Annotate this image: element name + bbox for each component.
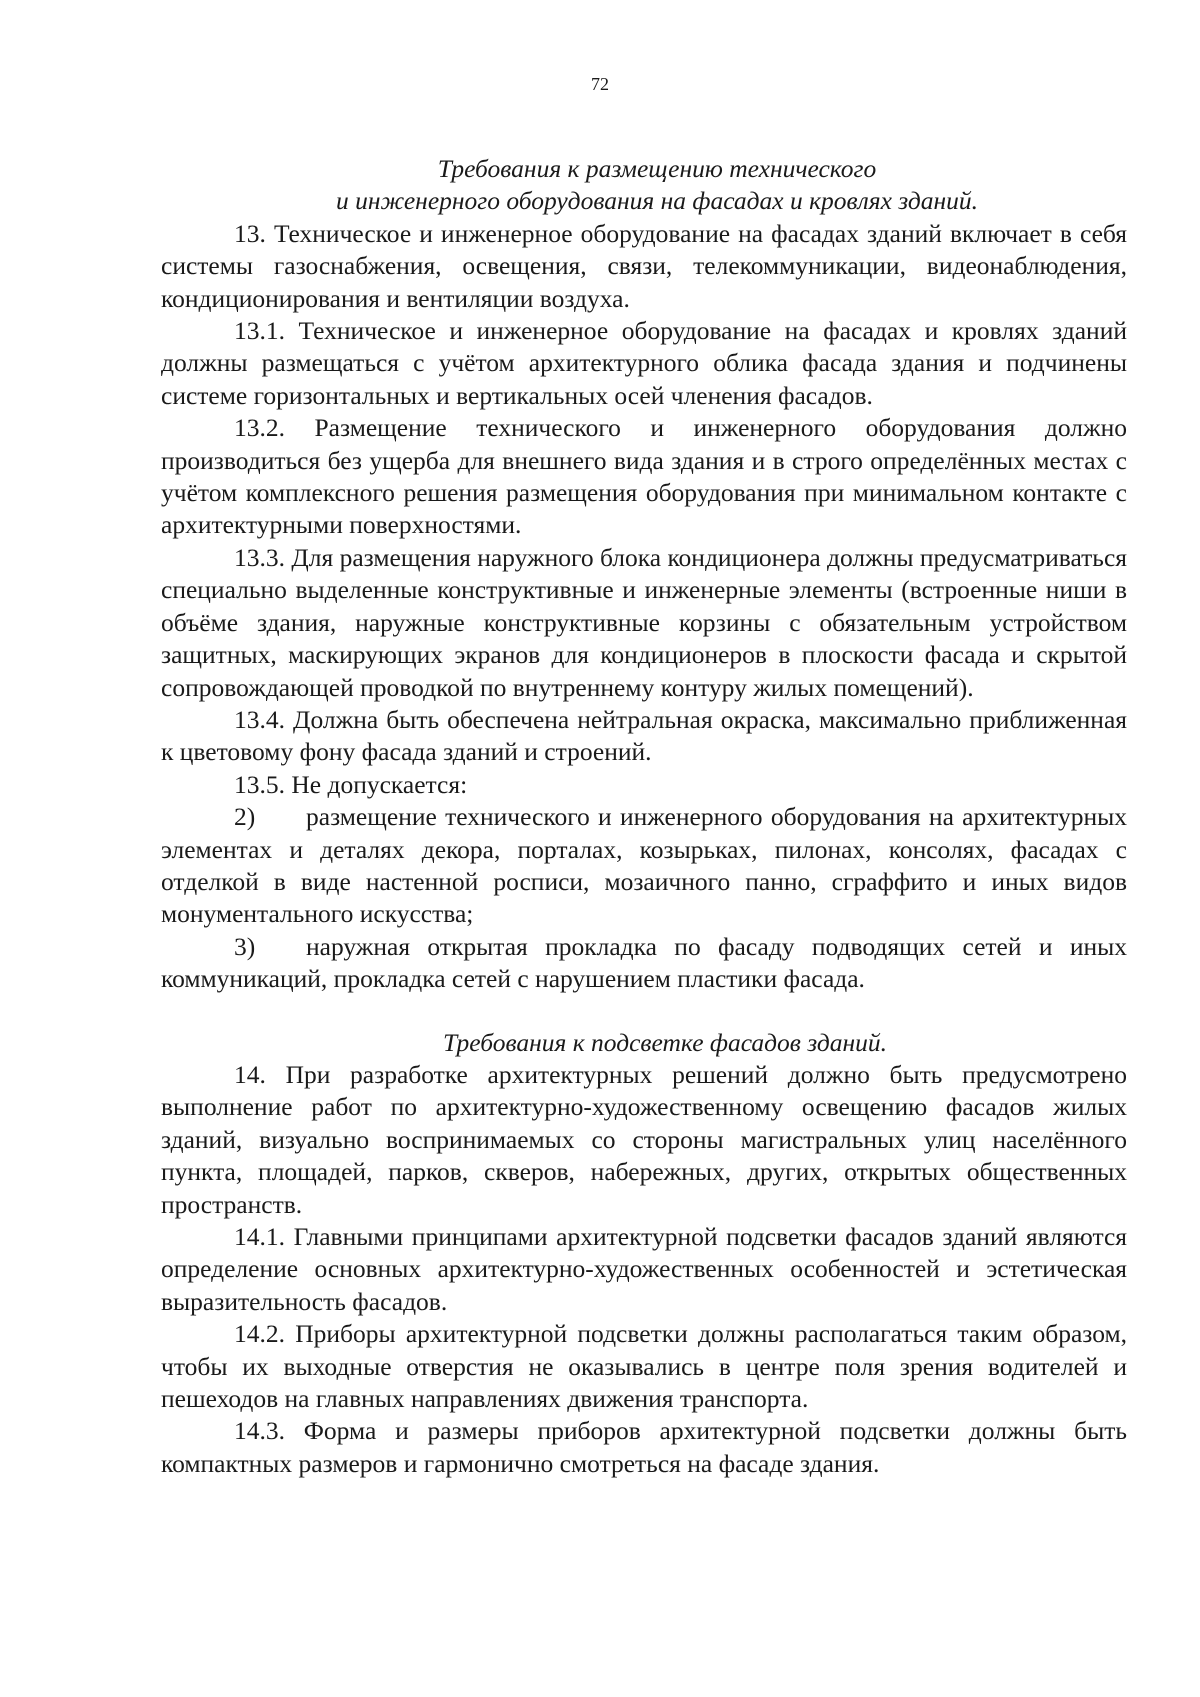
list-item-text: размещение технического и инженерного оборудования на архитектурных элементах и деталях декора, порталах, козырьках, пилонах, консолях, фасадах с отделкой в виде настенной росписи, мозаичного панно, сграффито и иных видов монументального искусства; (161, 802, 1127, 929)
paragraph-13-2: 13.2. Размещение технического и инженерного оборудования должно производиться без ущерба для внешнего вида здания и в строго определённых местах с учётом комплексного решения размещения оборудования при минимальном контакте с архитектурными поверхностями. (161, 413, 1127, 540)
list-item-number: 3) (234, 931, 256, 961)
paragraph-14-1: 14.1. Главными принципами архитектурной подсветки фасадов зданий являются определение основных архитектурно-художественных особенностей и эстетическая выразительность фасадов. (161, 1222, 1127, 1316)
section-heading-lighting: Требования к подсветке фасадов зданий. (442, 1027, 888, 1057)
section-heading-equipment (161, 153, 1127, 218)
document-body (161, 153, 1127, 1480)
paragraph-13-1: 13.1. Техническое и инженерное оборудование на фасадах и кровлях зданий должны размещаться с учётом архитектурного облика фасада здания и подчинены системе горизонтальных и вертикальных осей членения фасадов. (161, 316, 1127, 410)
section-heading-line: и инженерного оборудования на фасадах и кровлях зданий. (335, 186, 979, 216)
list-item-3 (161, 931, 1127, 996)
page-number: 72 (591, 74, 609, 94)
list-item-number: 2) (234, 802, 256, 832)
paragraph-14: 14. При разработке архитектурных решений должно быть предусмотрено выполнение работ по архитектурно-художественному освещению фасадов жилых зданий, визуально воспринимаемых со стороны магистральных улиц населённого пункта, площадей, парков, скверов, набережных, других, открытых общественных пространств. (161, 1059, 1127, 1219)
paragraph-13-3: 13.3. Для размещения наружного блока кондиционера должны предусматриваться специально выделенные конструктивные и инженерные элементы (встроенные ниши в объёме здания, наружные конструктивные корзины с обязательным устройством защитных, маскирующих экранов для кондиционеров в плоскости фасада и скрытой сопровождающей проводкой по внутреннему контуру жилых помещений). (161, 542, 1127, 702)
list-item-2 (161, 801, 1127, 931)
paragraph-13: 13. Техническое и инженерное оборудование на фасадах зданий включает в себя системы газоснабжения, освещения, связи, телекоммуникации, видеонаблюдения, кондиционирования и вентиляции воздуха. (161, 218, 1127, 313)
paragraph-13-4: 13.4. Должна быть обеспечена нейтральная окраска, максимально приближенная к цветовому фону фасада зданий и строений. (161, 704, 1127, 767)
paragraph-14-2: 14.2. Приборы архитектурной подсветки должны располагаться таким образом, чтобы их выходные отверстия не оказывались в центре поля зрения водителей и пешеходов на главных направлениях движения транспорта. (161, 1319, 1127, 1414)
paragraph-14-3: 14.3. Форма и размеры приборов архитектурной подсветки должны быть компактных размеров и гармонично смотреться на фасаде здания. (161, 1416, 1127, 1478)
section-heading-line: Требования к размещению технического (437, 154, 877, 183)
list-item-text: наружная открытая прокладка по фасаду подводящих сетей и иных коммуникаций, прокладка сетей с нарушением пластики фасада. (161, 931, 1127, 994)
paragraph-13-5: 13.5. Не допускается: (234, 769, 468, 799)
